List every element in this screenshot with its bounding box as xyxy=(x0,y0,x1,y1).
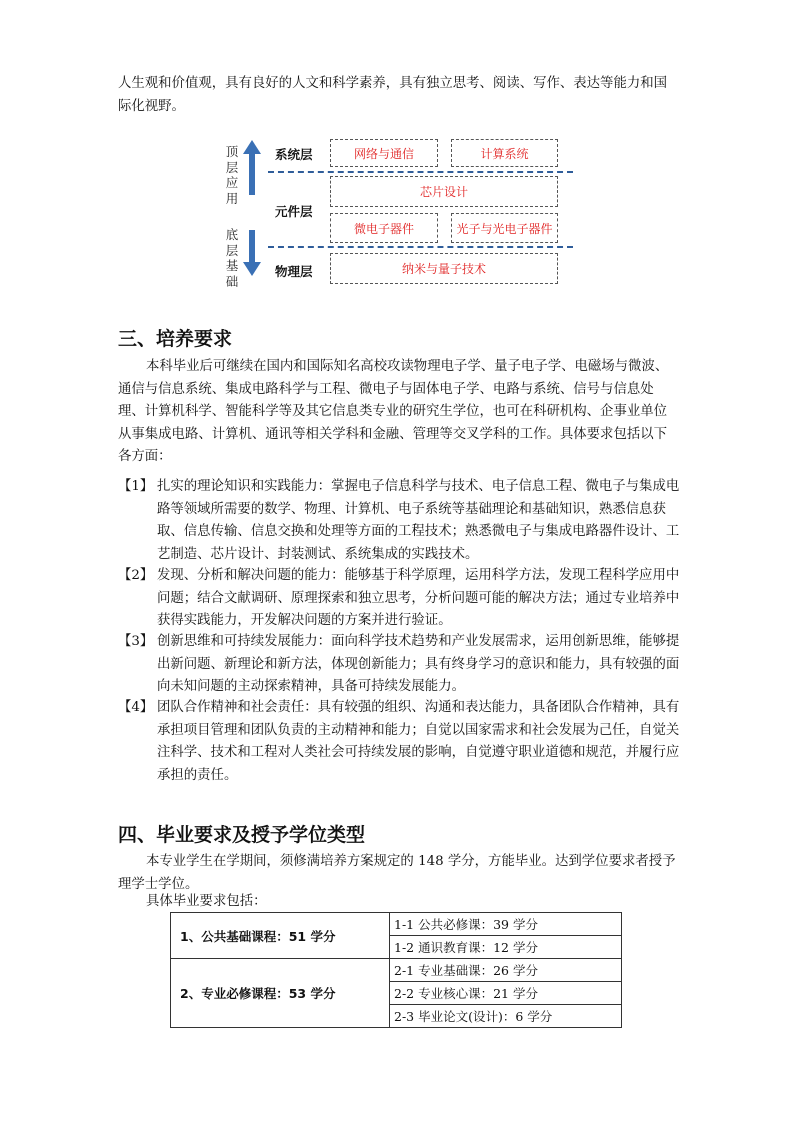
physical-layer-label: 物理层 xyxy=(275,264,313,279)
bottom-divider-line xyxy=(268,246,573,248)
item-marker: 【3】 xyxy=(118,634,154,649)
photonics-box: 光子与光电子器件 xyxy=(451,213,558,243)
up-arrow-icon xyxy=(243,140,261,195)
top-application-label: 顶层应用 xyxy=(225,144,239,206)
component-layer-label: 元件层 xyxy=(275,204,313,219)
item-cell: 2-1 专业基础课：26 学分 xyxy=(390,959,622,982)
table-row xyxy=(171,913,622,936)
chip-design-box: 芯片设计 xyxy=(330,176,558,207)
bottom-foundation-label: 底层基础 xyxy=(225,227,239,289)
section4-heading: 四、毕业要求及授予学位类型 xyxy=(118,824,366,846)
network-box: 网络与通信 xyxy=(330,139,438,167)
nano-quantum-box: 纳米与量子技术 xyxy=(330,253,558,284)
microelectronics-box: 微电子器件 xyxy=(330,213,438,243)
down-arrow-icon xyxy=(243,230,261,276)
category-cell: 1、公共基础课程：51 学分 xyxy=(171,913,390,959)
item-text: 发现、分析和解决问题的能力：能够基于科学原理，运用科学方法，发现工程科学应用中问题；结合文献调研、原理探索和独立思考，分析问题可能的解决方法；通过专业培养中获得实践能力，开发解决问题的方案并进行验证。 xyxy=(157,568,680,629)
item-text: 扎实的理论知识和实践能力：掌握电子信息科学与技术、电子信息工程、微电子与集成电路等领域所需要的数学、物理、计算机、电子系统等基础理论和基础知识，熟悉信息获取、信息传输、信息交换和处理等方面的工程技术；熟悉微电子与集成电路器件设计、工艺制造、芯片设计、封装测试、系统集成的实践技术。 xyxy=(157,479,680,562)
item-text: 团队合作精神和社会责任：具有较强的组织、沟通和表达能力，具备团队合作精神，具有承担项目管理和团队负责的主动精神和能力；自觉以国家需求和社会发展为己任，自觉关注科学、技术和工程对人类社会可持续发展的影响，自觉遵守职业道德和规范，并履行应承担的责任。 xyxy=(157,700,680,783)
table-intro: 具体毕业要求包括： xyxy=(146,894,267,909)
item-marker: 【1】 xyxy=(118,479,154,494)
requirement-item-2 xyxy=(118,565,680,633)
item-marker: 【2】 xyxy=(118,568,154,583)
item-cell: 2-2 专业核心课：21 学分 xyxy=(390,982,622,1005)
intro-paragraph: 人生观和价值观，具有良好的人文和科学素养，具有独立思考、阅读、写作、表达等能力和国际化视野。 xyxy=(118,76,668,114)
item-cell: 2-3 毕业论文(设计)：6 学分 xyxy=(390,1005,622,1028)
computing-box: 计算系统 xyxy=(451,139,558,167)
section3-heading: 三、培养要求 xyxy=(118,328,233,350)
graduation-requirements-table xyxy=(170,912,622,1028)
section3-paragraph: 本科毕业后可继续在国内和国际知名高校攻读物理电子学、量子电子学、电磁场与微波、通信与信息系统、集成电路科学与工程、微电子与固体电子学、电路与系统、信号与信息处理、计算机科学、智能科学等及其它信息类专业的研究生学位，也可在科研机构、企事业单位从事集成电路、计算机、通讯等相关学科和金融、管理等交叉学科的工作。具体要求包括以下各方面： xyxy=(118,359,669,464)
section4-paragraph: 本专业学生在学期间，须修满培养方案规定的 148 学分，方能毕业。达到学位要求者授予理学士学位。 xyxy=(118,854,676,892)
item-text: 创新思维和可持续发展能力：面向科学技术趋势和产业发展需求，运用创新思维，能够提出新问题、新理论和新方法，体现创新能力；具有终身学习的意识和能力，具有较强的面向未知问题的主动探索精神，具备可持续发展能力。 xyxy=(157,634,680,695)
table-row xyxy=(171,959,622,982)
up-down-arrows xyxy=(240,140,264,280)
system-layer-label: 系统层 xyxy=(275,147,313,162)
requirement-item-3 xyxy=(118,631,680,699)
category-cell: 2、专业必修课程：53 学分 xyxy=(171,959,390,1028)
item-cell: 1-2 通识教育课：12 学分 xyxy=(390,936,622,959)
item-marker: 【4】 xyxy=(118,700,154,715)
top-divider-line xyxy=(268,171,573,173)
requirement-item-1 xyxy=(118,476,680,566)
requirement-item-4 xyxy=(118,697,680,787)
item-cell: 1-1 公共必修课：39 学分 xyxy=(390,913,622,936)
